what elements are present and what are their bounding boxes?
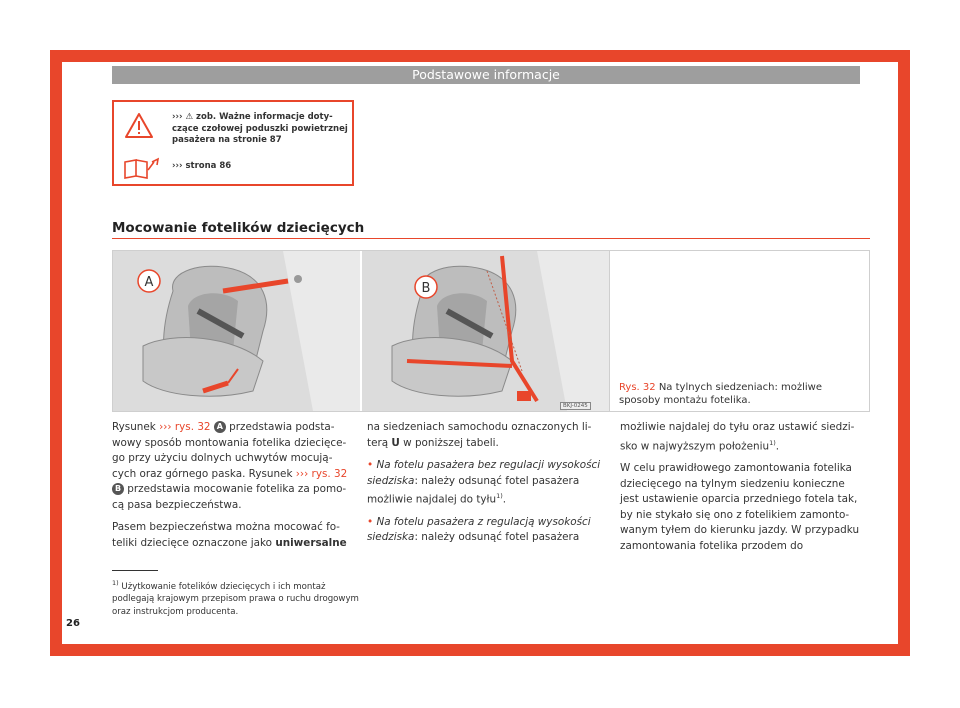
figure-panel-b (362, 251, 609, 411)
text: możliwie najdalej do tyłu oraz ustawić siedzisko w najwyższym położeniu (620, 421, 855, 452)
figure-label-b: B (421, 281, 431, 296)
text: Rysunek (112, 421, 160, 433)
bullet-icon: • (367, 515, 374, 528)
child-seat-illustration-a (113, 251, 360, 411)
child-seat-illustration-b (362, 251, 609, 411)
footnote-marker[interactable]: 1) (496, 492, 503, 500)
warning-icon (124, 112, 154, 139)
figure-label-a: A (144, 275, 154, 290)
figure-caption-text: Na tylnych siedzeniach: możliwe sposoby montażu fotelika. (619, 382, 823, 406)
figure-code: BKJ-0245 (560, 402, 591, 410)
book-reference-icon (122, 156, 162, 180)
text: : należy odsunąć fotel pasażera możliwie najdalej do tyłu (367, 474, 580, 506)
figure-caption-label: Rys. 32 (619, 382, 656, 393)
text: przedstawia podstawowy sposób montowania fotelika dziecięcego przy użyciu dolnych uchwytów mocujących oraz górnego paska. Rysunek (112, 421, 347, 480)
figure-caption (619, 381, 864, 407)
text-column-2 (367, 420, 607, 553)
section-title: Mocowanie fotelików dziecięcych (112, 220, 365, 236)
italic-text: Na fotelu pasażera bez regulacji wysokości siedziska (367, 459, 601, 487)
figure-reference-link[interactable]: ››› rys. 32 (159, 421, 211, 433)
footnote-marker[interactable]: 1) (769, 438, 776, 447)
bullet-item (367, 515, 607, 546)
text: przedstawia mocowanie fotelika za pomocą pasa bezpieczeństwa. (112, 483, 347, 511)
paragraph (112, 420, 352, 513)
figure-panel-a (113, 251, 360, 411)
paragraph: W celu prawidłowego zamontowania fotelika dziecięcego na tylnym siedzeniu konieczne jest ustawienie oparcia przedniego fotela tak, by nie stykało się ono z fotelikiem zamontowanym tyłem do kierunku jazdy. W przypadku zamontowania fotelika przodem do (620, 462, 860, 552)
footnote-number: 1) (112, 579, 119, 587)
callout-a-badge: A (214, 421, 226, 433)
page-header: Podstawowe informacje (112, 66, 860, 84)
caption-separator (609, 251, 610, 411)
text: na siedzeniach samochodu oznaczonych literą (367, 421, 592, 449)
bold-term: uniwersalne (275, 536, 347, 549)
paragraph (367, 420, 607, 451)
callout-b-badge: B (112, 483, 124, 495)
paragraph (112, 520, 352, 551)
text: : należy odsunąć fotel pasażera (414, 531, 580, 544)
page-number: 26 (66, 618, 80, 629)
footnote-divider (112, 570, 158, 571)
bold-term: U (391, 436, 400, 449)
text-column-3 (620, 420, 860, 561)
paragraph (620, 420, 860, 454)
text: . (775, 439, 780, 452)
page-reference-link[interactable]: ››› strona 86 (172, 161, 232, 171)
text: . (502, 493, 507, 506)
footnote (112, 577, 362, 618)
figure-reference-link[interactable]: ››› rys. 32 (295, 467, 348, 480)
warning-box (112, 100, 354, 186)
figure-32 (112, 250, 870, 412)
text-column-1 (112, 420, 352, 558)
italic-text: Na fotelu pasażera z regulacją wysokości siedziska (367, 515, 591, 544)
bullet-item (367, 458, 607, 508)
section-divider (112, 238, 870, 239)
bullet-icon: • (367, 459, 374, 471)
footnote-text: Użytkowanie fotelików dziecięcych i ich montaż podlegają krajowym przepisom prawa o ruchu drogowym oraz instrukcjom producenta. (112, 581, 359, 617)
page (62, 62, 898, 644)
text: Pasem bezpieczeństwa można mocować foteliki dziecięce oznaczone jako (112, 521, 340, 549)
text: w poniższej tabeli. (399, 436, 499, 449)
warning-text: ››› ⚠ zob. Ważne informacje dotyczące czołowej poduszki powietrznej pasażera na stronie 87 (172, 112, 348, 145)
page-frame (50, 50, 910, 656)
